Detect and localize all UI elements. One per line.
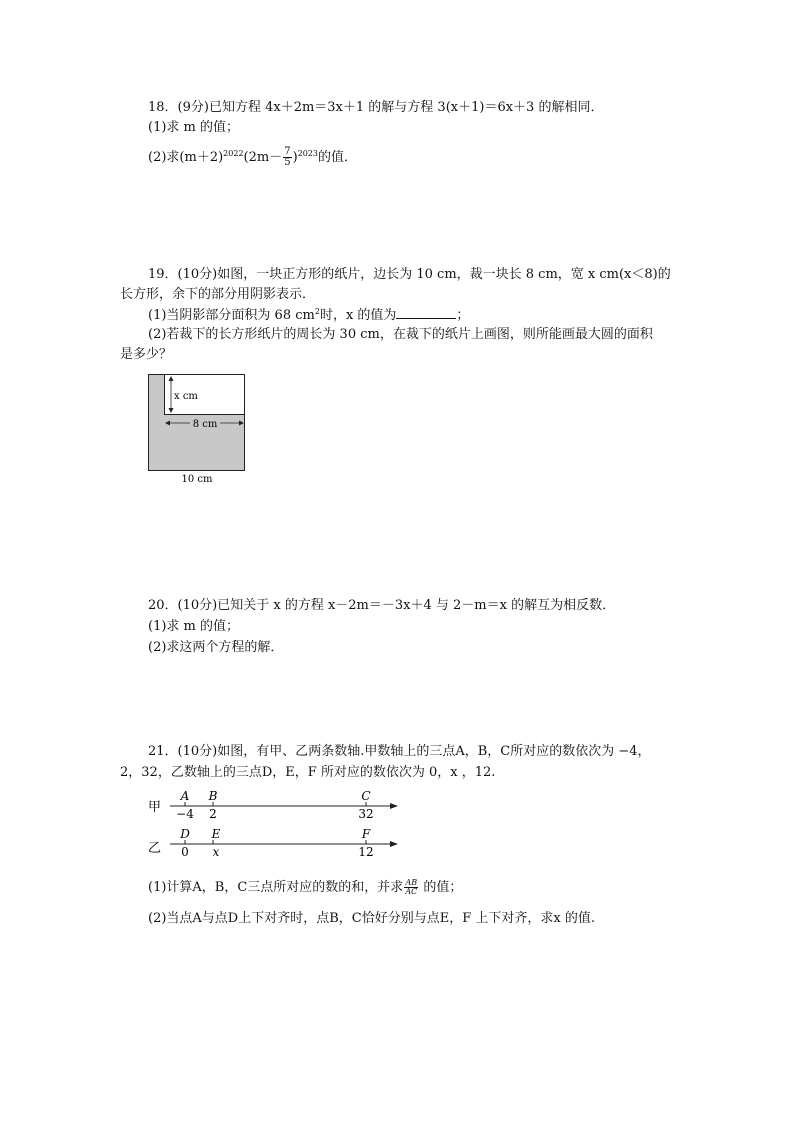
q21-fraction-numerator: AB (405, 878, 418, 887)
q18-part2-before: (2)求(m＋2) (148, 150, 224, 165)
point-a-label: A (180, 789, 190, 803)
point-b-value: 2 (209, 807, 217, 821)
q21-part1-b: 的值； (423, 880, 463, 895)
q19-part1-a: (1)当阴影部分面积为 68 cm (148, 308, 315, 323)
axis-jia-name: 甲 (148, 800, 162, 815)
axis-jia-arrow-icon (390, 803, 398, 809)
q21-part2: (2)当点A与点D上下对齐时，点B，C恰好分别与点E，F 上下对齐，求x 的值. (148, 911, 595, 926)
point-d-value: 0 (181, 845, 189, 859)
q18-stem: 18．(9分)已知方程 4x＋2m＝3x＋1 的解与方程 3(x＋1)＝6x＋3 的解相同． (148, 100, 604, 115)
point-e-label: E (211, 827, 221, 841)
q18-part2 (148, 145, 357, 171)
q20-part2: (2)求这两个方程的解． (148, 640, 284, 655)
q18-fraction (283, 147, 291, 168)
q18-part2-mid: (2m－ (243, 150, 283, 165)
q18-part2-after: 的值． (318, 150, 358, 165)
point-a-value: −4 (176, 807, 194, 821)
q21-line1: 21．(10分)如图，有甲、乙两条数轴.甲数轴上的三点A，B，C所对应的数依次为 −4， (148, 744, 651, 759)
label-10-cm: 10 cm (181, 474, 213, 485)
q18-fraction-numerator: 7 (284, 146, 291, 157)
q19-part1-end: ； (456, 308, 470, 323)
q19-line1: 19．(10分)如图，一块正方形的纸片，边长为 10 cm，裁一块长 8 cm，宽 x cm(x＜8)的 (148, 267, 671, 282)
q21-part1 (148, 876, 462, 900)
q19-square-figure (140, 368, 260, 488)
point-e-value: x (212, 845, 220, 859)
q18-part1: (1)求 m 的值； (148, 120, 240, 135)
label-8-cm: 8 cm (192, 419, 218, 430)
q18-part2-exp1: 2022 (223, 149, 244, 158)
q19-part1-b: 时，x 的值为 (319, 308, 397, 323)
point-f-label: F (361, 827, 371, 841)
q20-stem: 20．(10分)已知关于 x 的方程 x－2m＝－3x＋4 与 2－m＝x 的解互为相反数． (148, 598, 616, 613)
q20-part1: (1)求 m 的值； (148, 619, 240, 634)
axis-yi-arrow-icon (390, 841, 398, 847)
q21-line2: 2，32，乙数轴上的三点D，E，F 所对应的数依次为 0，x ，12. (120, 765, 496, 780)
point-b-label: B (208, 789, 218, 803)
q21-fraction-denominator: AC (405, 887, 418, 896)
q19-part2-line1: (2)若裁下的长方形纸片的周长为 30 cm，在裁下的纸片上画图，则所能画最大圆的面积 (148, 327, 653, 342)
q21-fraction (404, 879, 418, 896)
q19-answer-blank (396, 306, 456, 319)
q21-part1-a: (1)计算A，B，C三点所对应的数的和，并求 (148, 880, 404, 895)
q19-part1-sup: 2 (314, 307, 320, 316)
q19-line2: 长方形，余下的部分用阴影表示． (120, 287, 316, 302)
axis-yi-name: 乙 (148, 841, 162, 856)
q19-part1 (148, 306, 469, 325)
point-c-label: C (361, 789, 371, 803)
point-c-value: 32 (358, 807, 374, 821)
q18-part2-exp2: 2023 (297, 149, 319, 158)
point-f-value: 12 (358, 845, 374, 859)
label-x-cm: x cm (174, 391, 198, 402)
point-d-label: D (180, 827, 190, 841)
q18-fraction-denominator: 5 (284, 157, 291, 168)
q21-number-lines-figure (140, 786, 410, 864)
q19-part2-line2: 是多少？ (120, 347, 173, 362)
q18-part2-close: ) (292, 150, 298, 165)
